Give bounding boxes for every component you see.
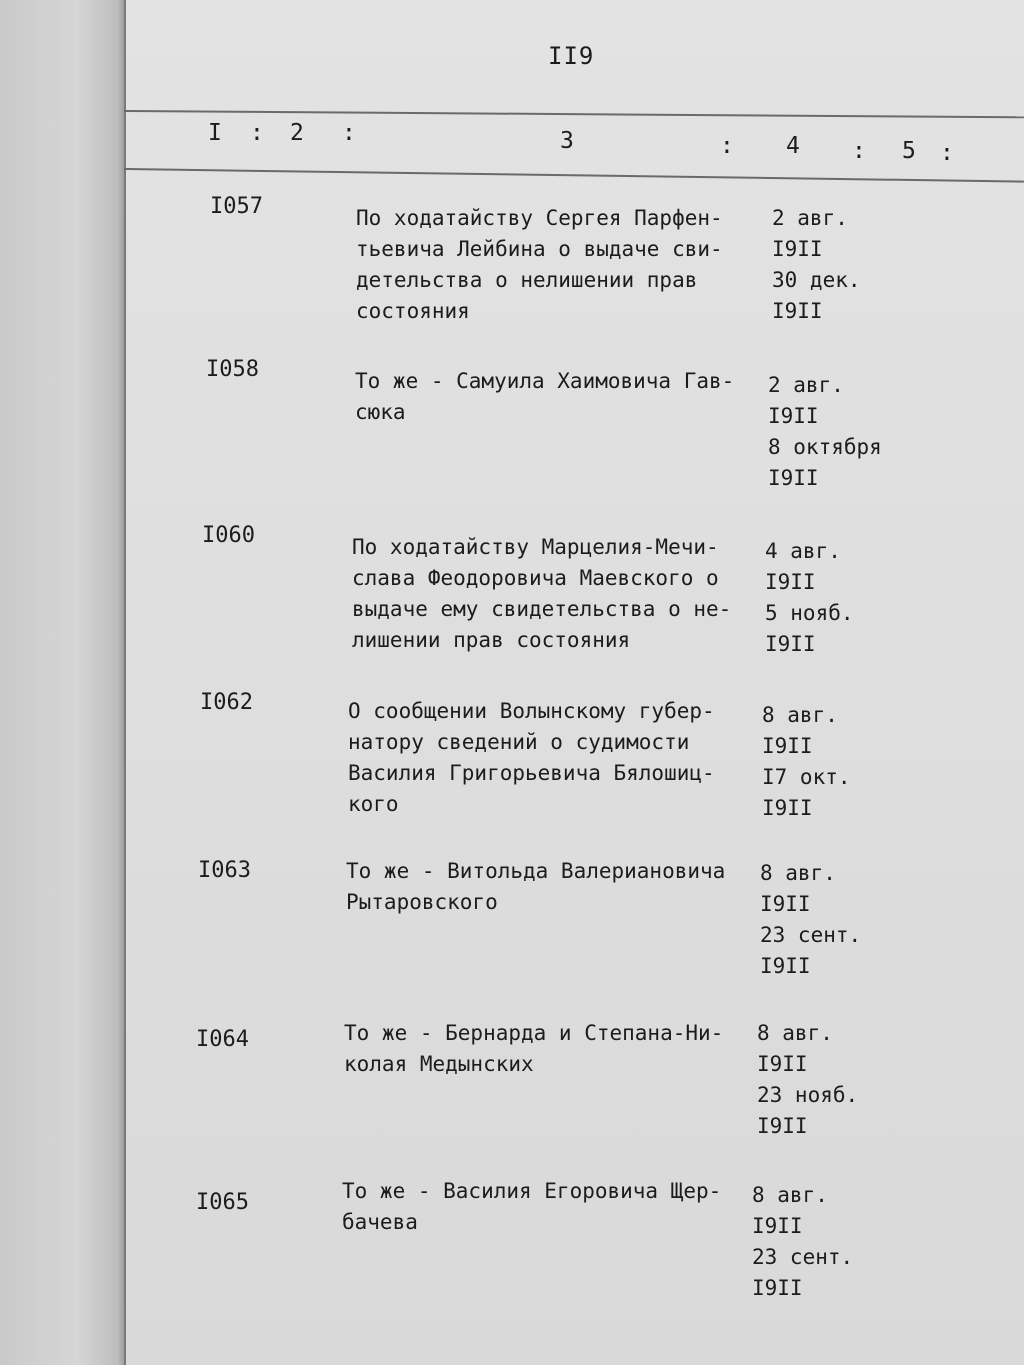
entry-number: I062 <box>200 690 253 715</box>
column-header-3: 3 <box>560 128 574 154</box>
entry-description: То же - Василия Егоровича Щер- бачева <box>342 1179 722 1234</box>
entry-dates: 8 авг. I9II 23 сент. I9II <box>752 1183 854 1300</box>
entry-dates: 8 авг. I9II 23 сент. I9II <box>760 861 862 978</box>
entry-number: I058 <box>206 357 259 382</box>
binding-spine <box>0 0 128 1365</box>
column-separator: : <box>720 133 734 159</box>
entry-number: I063 <box>198 858 251 883</box>
column-header-4: 4 <box>786 133 800 159</box>
entry-description: То же - Бернарда и Степана-Ни- колая Медынских <box>344 1021 724 1076</box>
entry-description: По ходатайству Марцелия-Мечи- слава Феодоровича Маевского о выдаче ему свидетельства о не- лишении прав состояния <box>352 535 732 652</box>
entry-number: I064 <box>196 1027 249 1052</box>
entry-dates: 2 авг. I9II 8 октября I9II <box>768 373 882 490</box>
entry-number: I057 <box>210 194 263 219</box>
column-separator: : <box>940 140 954 166</box>
entry-description: То же - Самуила Хаимовича Гав- сюка <box>355 369 735 424</box>
page-number: II9 <box>548 42 595 70</box>
entry-number: I065 <box>196 1190 249 1215</box>
column-header-1: I <box>208 120 222 146</box>
entry-description: То же - Витольда Валериановича Рытаровского <box>346 859 726 914</box>
entry-dates: 4 авг. I9II 5 нояб. I9II <box>765 539 854 656</box>
column-header-5: 5 <box>902 138 916 164</box>
entry-dates: 2 авг. I9II 30 дек. I9II <box>772 206 861 323</box>
column-separator: : <box>852 138 866 164</box>
entry-dates: 8 авг. I9II 23 нояб. I9II <box>757 1021 859 1138</box>
entry-description: О сообщении Волынскому губер- натору сведений о судимости Василия Григорьевича Бялошиц- кого <box>348 699 715 816</box>
column-separator: : <box>342 120 356 146</box>
entry-dates: 8 авг. I9II I7 окт. I9II <box>762 703 851 820</box>
column-header-2: 2 <box>290 120 304 146</box>
column-separator: : <box>250 120 264 146</box>
entry-description: По ходатайству Сергея Парфен- тьевича Лейбина о выдаче сви- детельства о нелишении прав состояния <box>356 206 723 323</box>
entry-number: I060 <box>202 523 255 548</box>
